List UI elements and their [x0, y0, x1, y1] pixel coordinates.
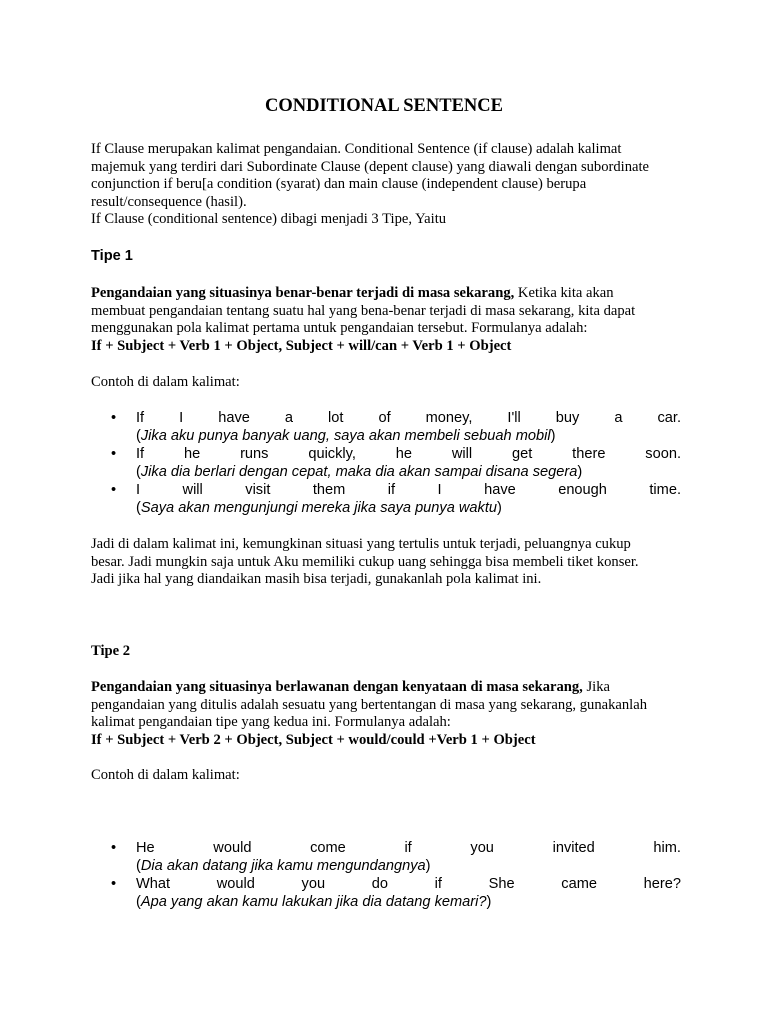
tipe2-desc-bold: Pengandaian yang situasinya berlawanan dengan kenyataan di masa sekarang,: [91, 679, 583, 695]
intro-line: conjunction if beru[a condition (syarat) dan main clause (independent clause) berupa: [91, 176, 587, 192]
tipe1-desc-line: menggunakan pola kalimat pertama untuk pengandaian tersebut. Formulanya adalah:: [91, 320, 588, 336]
bullet-marker: •: [111, 876, 117, 892]
list-item: [91, 839, 681, 875]
example-english: If I have a lot of money, I'll buy a car.: [136, 410, 681, 426]
example-translation-text: Apa yang akan kamu lakukan jika dia datang kemari?: [140, 894, 487, 910]
intro-line: If Clause merupakan kalimat pengandaian. Conditional Sentence (if clause) adalah kalimat: [91, 141, 622, 157]
example-translation-text: Jika dia berlari dengan cepat, maka dia akan sampai disana segera: [140, 464, 578, 480]
example-translation: (Jika dia berlari dengan cepat, maka dia akan sampai disana segera): [136, 464, 583, 480]
tipe1-formula: [91, 338, 681, 356]
example-english: If he runs quickly, he will get there soon.: [136, 446, 681, 462]
intro-line: result/consequence (hasil).: [91, 193, 247, 210]
bullet-marker: •: [111, 482, 117, 498]
tipe2-formula-text: If + Subject + Verb 2 + Object, Subject + would/could +Verb 1 + Object: [91, 731, 536, 748]
tipe1-formula-text: If + Subject + Verb 1 + Object, Subject + will/can + Verb 1 + Object: [91, 337, 512, 354]
tipe2-formula: [91, 732, 681, 750]
example-english: What would you do if She came here?: [136, 876, 681, 892]
example-translation: (Jika aku punya banyak uang, saya akan membeli sebuah mobil): [136, 428, 556, 444]
intro-line: majemuk yang terdiri dari Subordinate Clause (depent clause) yang diawali dengan subordinate: [91, 158, 650, 175]
page-title: CONDITIONAL SENTENCE: [265, 96, 503, 116]
example-translation: (Dia akan datang jika kamu mengundangnya): [136, 858, 431, 874]
tipe1-desc-line: membuat pengandaian tentang suatu hal yang bena-benar terjadi di masa sekarang, kita dapat: [91, 302, 636, 319]
tipe2-heading: Tipe 2: [91, 643, 131, 659]
summary-line: Jadi di dalam kalimat ini, kemungkinan situasi yang tertulis untuk terjadi, peluangnya cukup: [91, 536, 631, 552]
tipe2-desc-rest: Jika: [582, 679, 611, 695]
intro-line: If Clause (conditional sentence) dibagi menjadi 3 Tipe, Yaitu: [91, 211, 447, 227]
tipe2-example-list: [91, 839, 681, 911]
list-item: [91, 409, 681, 445]
tipe2-example-label: Contoh di dalam kalimat:: [91, 767, 240, 783]
tipe2-desc-line: pengandaian yang ditulis adalah sesuatu yang bertentangan di masa yang sekarang, gunakanlah: [91, 696, 647, 713]
intro-paragraph: [91, 141, 681, 229]
list-item: [91, 445, 681, 481]
tipe1-example-list: [91, 409, 681, 517]
tipe2-desc-line: kalimat pengandaian tipe yang kedua ini. Formulanya adalah:: [91, 714, 451, 730]
tipe1-desc-line1: [91, 285, 681, 303]
example-translation: (Saya akan mengunjungi mereka jika saya punya waktu): [136, 500, 502, 516]
tipe1-desc-rest: Ketika kita akan: [514, 285, 614, 301]
tipe1-desc-bold: Pengandaian yang situasinya benar-benar terjadi di masa sekarang,: [91, 285, 515, 301]
summary-line: besar. Jadi mungkin saja untuk Aku memiliki cukup uang sehingga bisa membeli tiket konser.: [91, 553, 639, 570]
bullet-marker: •: [111, 410, 117, 426]
summary-line: Jadi jika hal yang diandaikan masih bisa terjadi, gunakanlah pola kalimat ini.: [91, 571, 542, 587]
bullet-marker: •: [111, 840, 117, 856]
tipe2-description: [91, 679, 681, 749]
example-translation-text: Saya akan mengunjungi mereka jika saya punya waktu: [140, 500, 498, 516]
tipe1-example-label: Contoh di dalam kalimat:: [91, 374, 240, 390]
example-translation-text: Dia akan datang jika kamu mengundangnya: [140, 858, 426, 874]
tipe2-desc-line1: [91, 679, 681, 697]
example-english: I will visit them if I have enough time.: [136, 482, 681, 498]
tipe1-description: [91, 285, 681, 355]
bullet-marker: •: [111, 446, 117, 462]
list-item: [91, 875, 681, 911]
example-english: He would come if you invited him.: [136, 840, 681, 856]
tipe1-summary: [91, 536, 681, 589]
list-item: [91, 481, 681, 517]
tipe1-heading: Tipe 1: [91, 248, 133, 264]
example-translation: (Apa yang akan kamu lakukan jika dia datang kemari?): [136, 894, 492, 910]
example-translation-text: Jika aku punya banyak uang, saya akan membeli sebuah mobil: [140, 428, 551, 444]
